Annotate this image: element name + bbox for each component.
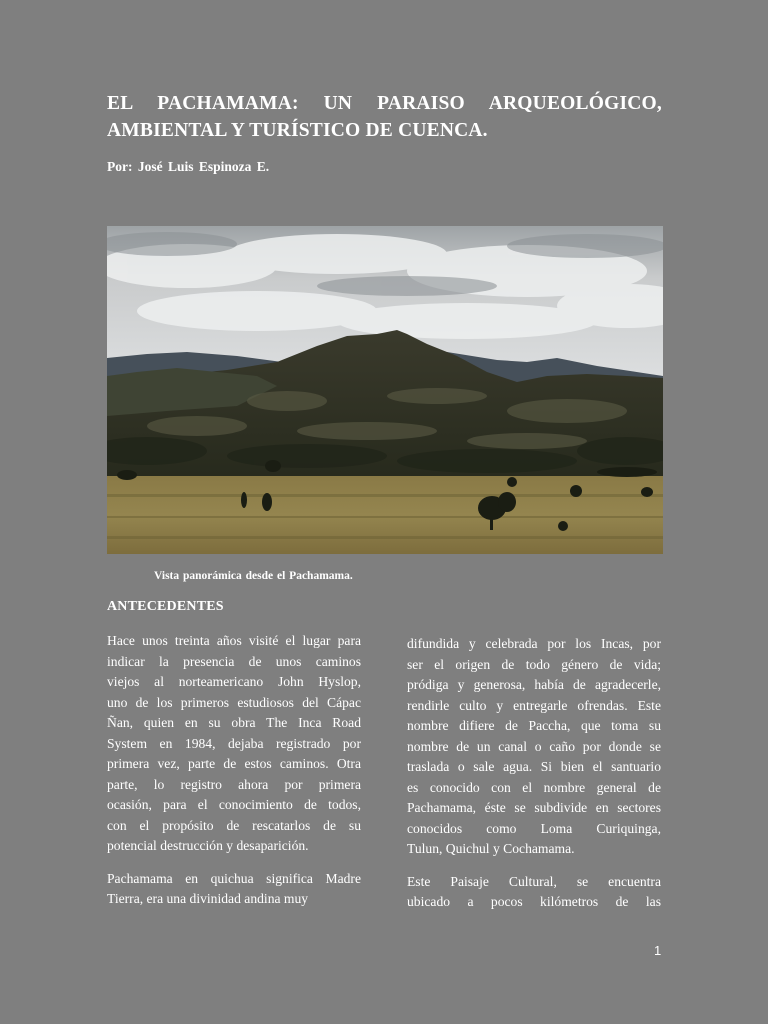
text-line: primera vez, parte de estos caminos. Otra	[107, 756, 361, 771]
text-line: Pachamama en quichua significa Madre	[107, 870, 361, 886]
text-line: ocasión, para el conocimiento de todos,	[107, 797, 361, 812]
text-line: difundida y celebrada por los Incas, por	[407, 636, 661, 651]
paragraph	[407, 872, 661, 913]
text-line: con el propósito de rescatarlos de su	[107, 817, 361, 833]
text-line: ubicado a pocos kilómetros de las	[407, 894, 661, 909]
text-line: nombre de un canal o caño por donde se	[407, 738, 661, 754]
right-column	[407, 634, 661, 913]
text-line: indicar la presencia de unos caminos	[107, 653, 361, 669]
text-line: Tierra, era una divinidad andina muy	[107, 891, 309, 906]
text-line: potencial destrucción y desaparición.	[107, 838, 309, 853]
text-line: uno de los primeros estudiosos del Cápac	[107, 694, 361, 710]
text-line: parte, lo registro ahora por primera	[107, 776, 361, 792]
section-heading: ANTECEDENTES	[107, 599, 224, 614]
text-line: Pachamama, éste se subdivide en sectores	[407, 800, 661, 815]
text-line: es conocido con el nombre general de	[407, 779, 661, 795]
text-line: ser el origen de todo género de vida;	[407, 656, 661, 672]
text-line: traslada o sale agua. Si bien el santuario	[407, 759, 661, 774]
text-line: Hace unos treinta años visité el lugar para	[107, 633, 361, 648]
text-line: Ñan, quien en su obra The Inca Road	[107, 715, 361, 730]
text-line: nombre difiere de Paccha, que toma su	[407, 718, 661, 733]
text-line: Este Paisaje Cultural, se encuentra	[407, 873, 661, 889]
page-number: 1	[654, 943, 662, 958]
text-line: pródiga y generosa, había de agradecerle,	[407, 677, 661, 692]
figure-caption: Vista panorámica desde el Pachamama.	[154, 570, 353, 582]
paragraph	[107, 869, 361, 910]
document-title	[107, 90, 662, 144]
text-line: Tulun, Quichul y Cochamama.	[407, 841, 575, 856]
panoramic-landscape-photo	[107, 226, 663, 554]
author-byline: Por: José Luis Espinoza E.	[107, 159, 270, 174]
left-column	[107, 631, 361, 910]
text-line: System en 1984, dejaba registrado por	[107, 735, 361, 751]
paragraph	[407, 634, 661, 860]
text-line: conocidos como Loma Curiquinga,	[407, 820, 661, 836]
title-line: AMBIENTAL Y TURÍSTICO DE CUENCA.	[107, 120, 488, 141]
text-line: rendirle culto y entregarle ofrendas. Este	[407, 697, 661, 713]
title-line: EL PACHAMAMA: UN PARAISO ARQUEOLÓGICO,	[107, 93, 662, 114]
text-line: viejos al norteamericano John Hyslop,	[107, 674, 361, 689]
paragraph	[107, 631, 361, 857]
